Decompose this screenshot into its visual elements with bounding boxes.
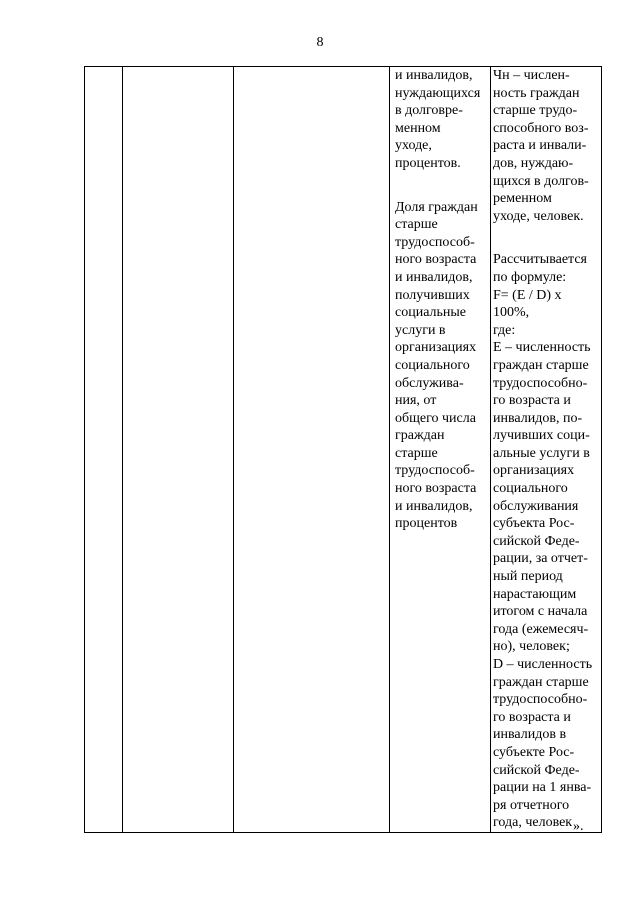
table-cell-method: [491, 67, 602, 833]
indicator-table: [84, 66, 602, 833]
indicator-text-social-services: Доля граждан старше трудоспособ- ного возраста и инвалидов, получивших социальные услуги в организациях социального обслужива- ния, от общего числа граждан старше трудоспособ- ного возраста и инвалидов, процентов: [395, 199, 478, 532]
row-spacer: [390, 173, 490, 199]
table-cell-col1: [85, 67, 123, 833]
table-cell-indicator: [390, 67, 491, 833]
table-row: [85, 67, 602, 833]
page-number: 8: [316, 35, 324, 50]
table-cell-col2: [123, 67, 234, 833]
row-spacer: [491, 225, 601, 251]
indicator-text-continuation: и инвалидов, нуждающихся в долговре- менном уходе, процентов.: [395, 68, 481, 171]
closing-quote-mark: ».: [573, 819, 584, 834]
method-text-formula: Рассчитывается по формуле: F= (E / D) х 100%, где: E – численность граждан старше трудоспособно- го возраста и инвалидов, по- лучивших соци- альные услуги в организациях социального обслуживания субъекта Рос- сийской Феде- рации, за отчет- ный период нарастающим итогом с начала года (ежемесяч- но), человек; D – численность граждан старше трудоспособно- го возраста и инвалидов в субъекте Рос- сийской Феде- рации на 1 янва- ря отчетного года, человек: [493, 252, 593, 831]
table-cell-col3: [234, 67, 390, 833]
method-text-continuation: Чн – числен- ность граждан старше трудо- способного воз- раста и инвали- дов, нуждаю- щихся в долгов- ременном уходе, человек.: [493, 68, 589, 224]
